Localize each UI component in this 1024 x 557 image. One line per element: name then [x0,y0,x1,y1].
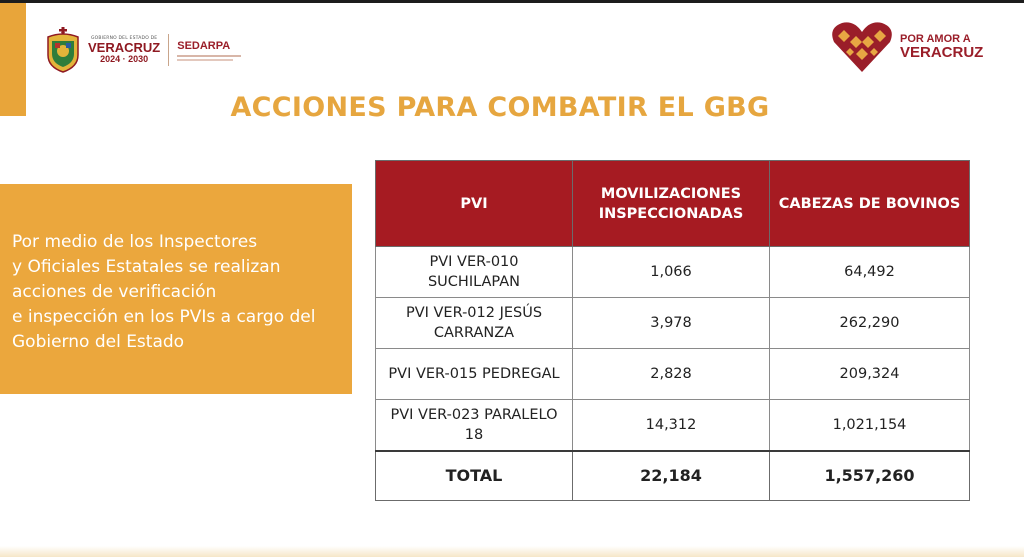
cell-movilizaciones: 3,978 [573,298,770,349]
cell-cabezas: 64,492 [770,247,970,298]
table-row [376,247,970,298]
header-pvi: PVI [376,161,573,247]
brand-logo [830,20,983,74]
administration-years: 2024 · 2030 [100,54,149,64]
cell-cabezas: 262,290 [770,298,970,349]
table-total-row [376,451,970,501]
cell-pvi: PVI VER-015 PEDREGAL [376,349,573,400]
agency-subtitle-line [177,55,241,57]
header-cabezas: CABEZAS DE BOVINOS [770,161,970,247]
heart-pattern-icon [830,20,894,74]
cell-cabezas: 209,324 [770,349,970,400]
cell-pvi: PVI VER-010 SUCHILAPAN [376,247,573,298]
cell-pvi: PVI VER-023 PARALELO 18 [376,400,573,452]
cell-movilizaciones: 14,312 [573,400,770,452]
header-movilizaciones: MOVILIZACIONES INSPECCIONADAS [573,161,770,247]
table-row [376,298,970,349]
table-row [376,400,970,452]
cell-movilizaciones: 1,066 [573,247,770,298]
agency-logo [177,40,241,61]
state-crest-icon [44,27,82,73]
government-label: GOBIERNO DEL ESTADO DE [90,36,158,41]
page-title: ACCIONES PARA COMBATIR EL GBG [230,92,770,123]
state-name: VERACRUZ [88,40,161,55]
bottom-border [0,546,1024,557]
cell-movilizaciones: 2,828 [573,349,770,400]
top-border [0,0,1024,3]
table-row [376,349,970,400]
government-logo [44,24,241,76]
info-text: Por medio de los Inspectores y Oficiales Estatales se realizan acciones de verificación e inspección en los PVIs a cargo del Gobierno del Estado [12,232,316,352]
brand-text [900,33,983,61]
government-text [88,36,160,64]
agency-subtitle-line [177,59,233,61]
agency-name: SEDARPA [177,39,231,52]
total-cabezas: 1,557,260 [770,451,970,501]
total-movilizaciones: 22,184 [573,451,770,501]
brand-tagline: POR AMOR A [900,33,971,45]
info-box [0,184,352,394]
accent-bar [0,3,26,116]
total-label: TOTAL [376,451,573,501]
table-header-row [376,161,970,247]
cell-cabezas: 1,021,154 [770,400,970,452]
logo-divider [168,34,169,66]
brand-name: VERACRUZ [900,44,984,61]
cell-pvi: PVI VER-012 JESÚS CARRANZA [376,298,573,349]
pvi-table [375,160,970,501]
